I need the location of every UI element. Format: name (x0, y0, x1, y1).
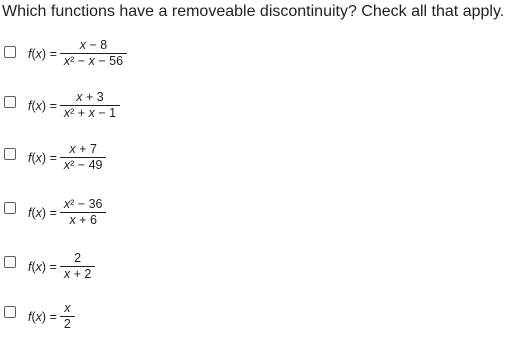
function-label: f(x) = (28, 150, 57, 165)
function-formula (28, 39, 128, 68)
checkbox[interactable] (4, 202, 16, 214)
function-formula (28, 252, 96, 281)
numerator: x + 7 (60, 143, 107, 158)
function-label: f(x) = (28, 309, 57, 324)
fraction (59, 198, 108, 227)
fraction (59, 39, 128, 68)
checkbox[interactable] (4, 96, 16, 108)
denominator: x + 2 (63, 267, 92, 281)
function-label: f(x) = (28, 46, 57, 61)
function-label: f(x) = (28, 205, 57, 220)
numerator: x² − 36 (60, 198, 107, 213)
fraction (59, 252, 96, 281)
numerator: x − 8 (60, 39, 127, 54)
function-formula (28, 302, 76, 331)
checkbox[interactable] (4, 256, 16, 268)
fraction (59, 91, 121, 120)
checkbox[interactable] (4, 46, 16, 58)
question-text: Which functions have a removeable discontinuity? Check all that apply. (2, 3, 505, 20)
checkbox[interactable] (4, 306, 16, 318)
denominator: x² − 49 (63, 158, 103, 172)
function-formula (28, 198, 107, 227)
fraction (59, 302, 76, 331)
numerator: x (60, 302, 75, 317)
function-label: f(x) = (28, 259, 57, 274)
denominator: x² + x − 1 (63, 106, 117, 120)
fraction (59, 143, 108, 172)
function-label: f(x) = (28, 98, 57, 113)
denominator: x + 6 (69, 213, 97, 227)
denominator: 2 (63, 317, 71, 331)
numerator: 2 (60, 252, 95, 267)
function-formula (28, 143, 107, 172)
denominator: x² − x − 56 (63, 54, 124, 68)
numerator: x + 3 (60, 91, 120, 106)
function-formula (28, 91, 121, 120)
checkbox[interactable] (4, 148, 16, 160)
